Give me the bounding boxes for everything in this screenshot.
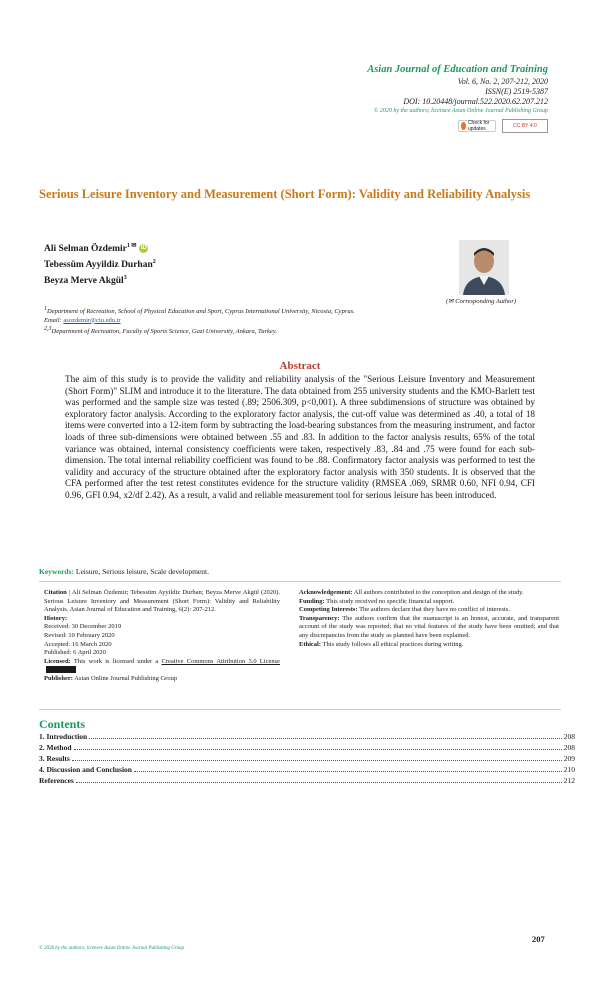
ack-label: Acknowledgement: <box>299 589 353 596</box>
licensed-label: Licensed: <box>44 657 71 665</box>
affiliation-email <box>44 317 429 326</box>
toc-leader <box>74 748 562 750</box>
ethical-label: Ethical: <box>299 640 322 648</box>
history-label <box>44 615 280 624</box>
affiliation-1 <box>44 305 429 317</box>
toc-item[interactable] <box>39 731 575 742</box>
funding-label: Funding: <box>299 597 325 605</box>
article-info-left <box>44 589 280 684</box>
article-title: Serious Leisure Inventory and Measurement (Short Form): Validity and Reliability Analysis <box>39 187 531 201</box>
transparency <box>299 615 559 641</box>
contents-heading: Contents <box>39 717 86 731</box>
toc-leader <box>89 737 562 739</box>
toc-item[interactable] <box>39 742 575 753</box>
toc-leader <box>76 781 562 783</box>
author-sup: 3 <box>123 275 127 282</box>
author-portrait-icon <box>459 240 509 295</box>
author <box>44 240 156 256</box>
toc-leader <box>72 759 562 761</box>
author-name: Tebessüm Ayyildiz Durhan <box>44 260 153 271</box>
toc-label: 2. Method <box>39 743 72 752</box>
competing-text: The authors declare that they have no conflict of interests. <box>359 606 510 614</box>
publisher <box>44 675 280 684</box>
published-date: Published: 6 April 2020 <box>44 649 106 657</box>
acknowledgement <box>299 589 559 598</box>
email-link[interactable]: asozdemir@ciu.edu.tr <box>63 316 121 324</box>
transparency-label: Transparency: <box>299 614 340 622</box>
page-number: 207 <box>532 934 545 944</box>
author <box>44 256 156 272</box>
journal-doi[interactable]: DOI: 10.20448/journal.522.2020.62.207.212 <box>403 97 548 106</box>
check-for-updates-label: Check for updates <box>467 120 490 132</box>
history-label-text: History: <box>44 614 68 622</box>
journal-volume: Vol. 6, No. 2, 207-212, 2020 <box>457 77 548 86</box>
competing-label: Competing Interests: <box>299 606 358 614</box>
journal-copyright: © 2020 by the authors; licensee Asian Online Journal Publishing Group <box>373 108 548 114</box>
licensed-text: This work is licensed under a <box>73 657 159 665</box>
article-info-right <box>299 589 559 649</box>
toc-item[interactable] <box>39 775 575 786</box>
email-label: Email: <box>44 316 62 324</box>
accepted-date: Accepted: 16 March 2020 <box>44 640 112 648</box>
transparency-text: The authors confirm that the manuscript is an honest, accurate, and transparent account of the study was reported; that no vital features of the study have been omitted; and that any discrepancies from the study as planned have been explained. <box>299 614 560 639</box>
author-name: Beyza Merve Akgül <box>44 276 124 287</box>
affil-text: Department of Recreation, Faculty of Sports Science, Gazi University, Ankara, Turkey. <box>51 328 277 336</box>
footer-copyright: © 2020 by the authors; licensee Asian Online Journal Publishing Group <box>39 946 185 951</box>
affil-sup: 2,3 <box>44 326 52 333</box>
journal-name[interactable]: Asian Journal of Education and Training <box>367 64 548 75</box>
author-name: Ali Selman Özdemir <box>44 244 127 255</box>
toc-page: 210 <box>563 765 575 774</box>
toc-label: 1. Introduction <box>39 732 88 741</box>
toc-leader <box>134 770 562 772</box>
toc-page: 208 <box>563 732 575 741</box>
license-link[interactable]: Creative Commons Attribution 3.0 License <box>161 657 281 665</box>
journal-header <box>248 63 548 116</box>
publisher-label: Publisher: <box>44 674 73 682</box>
citation <box>44 589 280 615</box>
author <box>44 272 156 288</box>
funding-text: This study received no specific financial support. <box>326 597 455 605</box>
check-icon <box>461 122 466 130</box>
toc-label: 4. Discussion and Conclusion <box>39 765 132 774</box>
toc-page: 212 <box>563 776 575 785</box>
author-photo <box>459 240 509 295</box>
author-list <box>44 240 156 288</box>
cc-license-badge[interactable] <box>502 119 548 133</box>
toc-page: 208 <box>563 743 575 752</box>
funding <box>299 598 559 607</box>
ethical <box>299 641 559 650</box>
affil-sup: 1 <box>44 306 47 312</box>
badges <box>458 119 548 133</box>
license <box>44 658 280 675</box>
cc-license-label: CC BY 4.0 <box>513 123 537 129</box>
divider <box>39 581 561 582</box>
toc-page: 209 <box>563 754 575 763</box>
citation-label: Citation <box>44 589 67 596</box>
revised-date: Revised: 10 February 2020 <box>44 631 115 639</box>
toc-item[interactable] <box>39 753 575 764</box>
affiliations <box>44 305 429 337</box>
ethical-text: This study follows all ethical practices during writing. <box>322 640 464 648</box>
corresponding-note: (✉ Corresponding Author) <box>446 298 517 305</box>
check-for-updates-badge[interactable] <box>458 120 496 132</box>
orcid-icon[interactable]: iD <box>140 245 147 252</box>
keywords-text: Leisure, Serious leisure, Scale development. <box>75 567 209 576</box>
divider <box>39 709 561 710</box>
toc-label: References <box>39 776 74 785</box>
toc-label: 3. Results <box>39 754 70 763</box>
toc-item[interactable] <box>39 764 575 775</box>
competing-interests <box>299 606 559 615</box>
ack-text: All authors contributed to the conception and design of the study. <box>353 589 524 596</box>
cc-by-icon[interactable] <box>46 666 76 673</box>
author-sup: 2 <box>152 259 156 266</box>
citation-text: | Ali Selman Özdemir; Tebessüm Ayyildiz Durhan; Beyza Merve Akgül (2020). Serious Leisure Inventory and Measurement (Short Form): Validity and Reliability Analysis. Asian Journal of Education and Training, 6(2): 207-212. <box>44 589 280 614</box>
publisher-text: Asian Online Journal Publishing Group <box>74 674 178 682</box>
affiliation-2 <box>44 325 429 337</box>
abstract-text: The aim of this study is to provide the validity and reliability analysis of the "Serious Leisure Inventory and Measurement (Short Form)" SLIM and introduce it to the literature. The data obtained from 255 university students and the KMO-Barlett test was performed and the sample size was tested (.89; 2506.309, p<0,001). A three subdimensions of structure was obtained by exploratory factor analysis. According to the exploratory factor analysis, the cut-off value was determined as .40, a total of 18 items were converted into a 12-item form by subtracting the load-bearing substances from the measuring instrument, and factor loads of three sub-dimensions were obtained between .55 and .83. In addition to the factor analysis results, 65% of the total variance was obtained, internal consistency coefficients were taken, respectively .83, .84 and .75 were found for each sub-dimension. The total internal reliability coefficient was found to be .88. Confirmatory factor analysis was performed to test the validity and accuracy of the structure obtained after the exploratory factor analysis with 350 students. It is observed that the CFA performed after the test retest constitutes evidence for the structure validity (RMSEA .069, SRMR 0.60, NFI 0.94, CFI 0.96, GFI 0.94, x2/df 2.42). As a result, a valid and reliable measurement tool for serious leisure has been introduced. <box>65 374 535 500</box>
keywords-label: Keywords: <box>39 567 74 576</box>
keywords <box>39 567 209 576</box>
journal-issn: ISSN(E) 2519-5387 <box>485 87 548 96</box>
affil-text: Department of Recreation, School of Physical Education and Sport, Cyprus International University, Nicosia, Cyprus. <box>47 308 355 316</box>
abstract-heading: Abstract <box>279 360 321 372</box>
table-of-contents <box>39 731 575 786</box>
author-sup: 1 ✉ <box>126 243 137 249</box>
received-date: Received: 30 December 2019 <box>44 623 122 631</box>
